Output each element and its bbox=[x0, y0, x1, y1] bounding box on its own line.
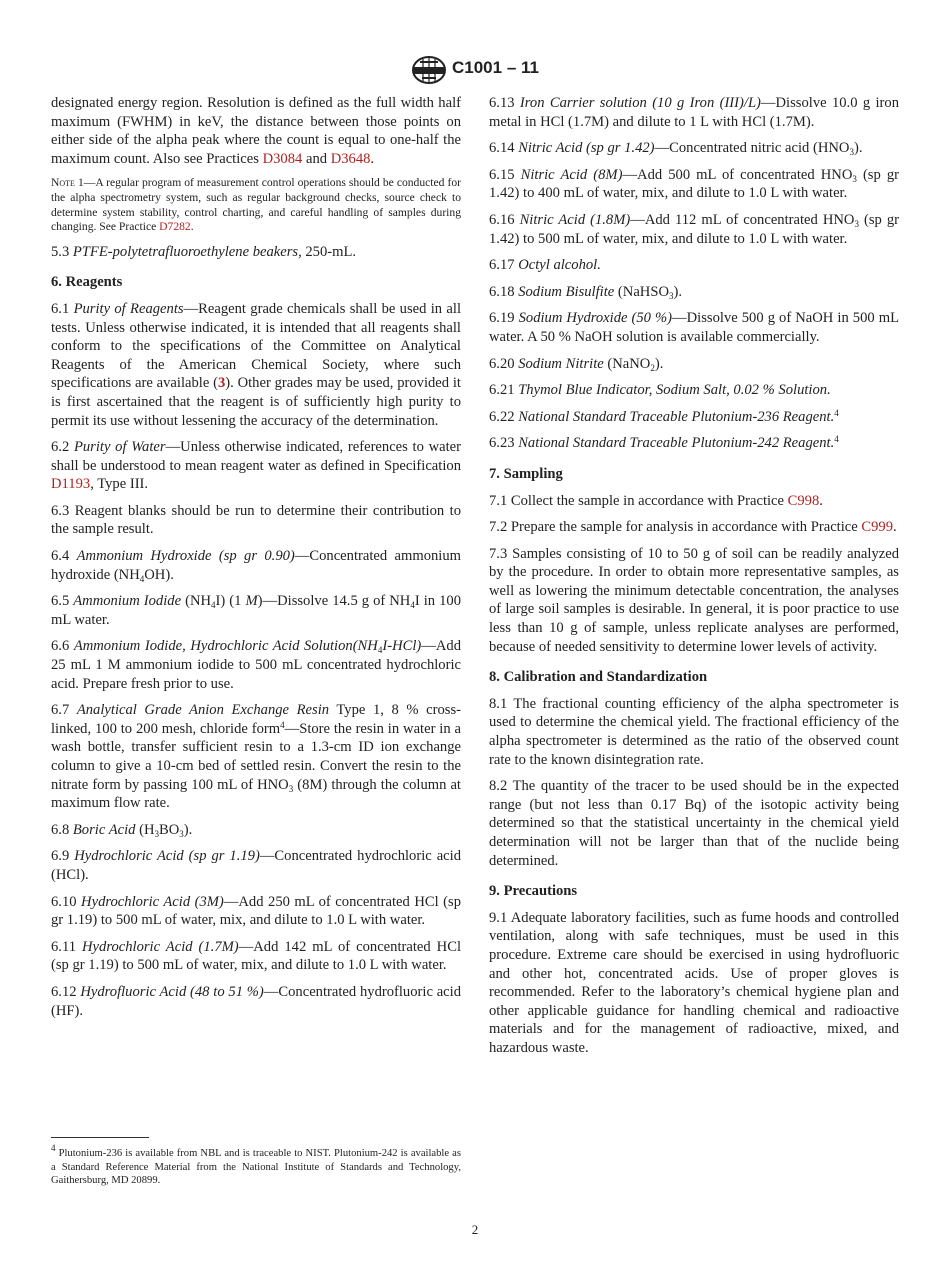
link-d7282[interactable]: D7282 bbox=[159, 220, 191, 234]
paragraph-6-1: 6.1 Purity of Reagents—Reagent grade chemicals shall be used in all tests. Unless otherwise indicated, it is intended that all reagents shall conform to the specifications of the Committee on Analytical Reagents of the American Chemical Society, where such specifications are available (3). Other grades may be used, provided it is first ascertained that the reagent is of sufficiently high purity to permit its use without lessening the accuracy of the determination. bbox=[51, 300, 462, 429]
link-d3084[interactable]: D3084 bbox=[262, 150, 303, 167]
note-1: Note 1—A regular program of measurement control operations should be conducted for the alpha spectrometry system, such as regular background checks, source check to determine system stability, control charting, and careful handling of samples during changing. See Practice D7282. bbox=[51, 176, 461, 234]
paragraph-6-11: 6.11 Hydrochloric Acid (1.7M)—Add 142 mL of concentrated HCl (sp gr 1.19) to 500 mL of water, mix, and dilute to 1.0 L with water. bbox=[51, 938, 461, 974]
paragraph-6-19: 6.19 Sodium Hydroxide (50 %)—Dissolve 500 g of NaOH in 500 mL water. A 50 % NaOH solution is available commercially. bbox=[489, 310, 899, 345]
section-heading-reagents: 6. Reagents bbox=[51, 274, 123, 291]
page-number: 2 bbox=[471, 1222, 479, 1237]
paragraph-6-20: 6.20 Sodium Nitrite (NaNO$_2$). bbox=[489, 355, 664, 373]
paragraph-6-14: 6.14 Nitric Acid (sp gr 1.42)—Concentrated nitric acid $(HNO_3)$. bbox=[489, 140, 863, 158]
link-c998[interactable]: C998 bbox=[787, 492, 820, 509]
left-column bbox=[51, 94, 461, 1028]
section-heading-precautions: 9. Precautions bbox=[489, 883, 578, 900]
paragraph-8-2: 8.2 The quantity of the tracer to be used should be in the expected range (but not less than 0.17 Bq) of the isotopic activity being determined so that the statistical uncertainty in the chemical yield determination will not be larger than that of the nuclide being determined. bbox=[489, 778, 899, 869]
paragraph-6-12: 6.12 Hydrofluoric Acid (48 to 51 %)—Concentrated hydrofluoric acid (HF). bbox=[51, 983, 462, 1019]
link-c999[interactable]: C999 bbox=[861, 519, 894, 536]
link-d3648[interactable]: D3648 bbox=[330, 150, 371, 167]
paragraph-6-2: 6.2 Purity of Water—Unless otherwise indicated, references to water shall be understood to mean reagent water as defined in Specification D1193, Type III. bbox=[51, 439, 462, 493]
astm-logo-icon bbox=[411, 56, 447, 84]
footnote-divider bbox=[51, 1137, 149, 1138]
paragraph-7-2: 7.2 Prepare the sample for analysis in accordance with Practice C999. bbox=[489, 519, 897, 536]
right-column bbox=[489, 94, 899, 1066]
paragraph-6-6: 6.6 Ammonium Iodide, Hydrochloric Acid $Solution(NH_4I-HCl)—Add$ 25 mL 1 M ammonium iodide to 500 mL concentrated hydrochloric acid. Prepare fresh prior to use. bbox=[51, 638, 461, 692]
paragraph-5-3: 5.3 PTFE-polytetrafluoroethylene beakers, 250-mL. bbox=[51, 243, 357, 260]
page-header bbox=[0, 56, 950, 86]
paragraph-6-22: 6.22 National Standard Traceable Plutonium-236 Reagent.$^4$ bbox=[489, 407, 839, 425]
paragraph-6-9: 6.9 Hydrochloric Acid (sp gr 1.19)—Concentrated hydrochloric acid (HCl). bbox=[51, 848, 462, 883]
paragraph-9-1: 9.1 Adequate laboratory facilities, such as fume hoods and controlled ventilation, along with safe techniques, must be used in this procedure. Extreme care should be exercised in using hydrofluoric and other hot, concentrated acids. Use of proper gloves is recommended. Refer to the laboratory’s chemical hygiene plan and other applicable guidance for handling chemical and radioactive materials and for the management of radioactive, mixed, and hazardous waste. bbox=[489, 909, 899, 1056]
document-id: C1001 – 11 bbox=[452, 58, 539, 77]
reference-3-link[interactable]: 3 bbox=[217, 375, 226, 392]
paragraph-6-21: 6.21 Thymol Blue Indicator, Sodium Salt, 0.02 % Solution. bbox=[489, 382, 831, 399]
paragraph-8-1: 8.1 The fractional counting efficiency of the alpha spectrometer is used to determine the chemical yield. The fractional efficiency of the alpha spectrometer is determined as the ratio of the observed count rate to the known disintegration rate. bbox=[489, 695, 899, 768]
footnote-4: $^4$ Plutonium-236 is available from NBL and is traceable to NIST. Plutonium-242 is available as a Standard Reference Material from the National Institute of Standards and Technology, Gaithersburg, MD 20899. bbox=[51, 1143, 461, 1187]
paragraph-6-3: 6.3 Reagent blanks should be run to determine their contribution to the sample result. bbox=[51, 502, 461, 538]
paragraph-5-2-cont: designated energy region. Resolution is defined as the full width half maximum (FWHM) in keV, the distance between those points on either side of the alpha peak where the count is equal to one-half the maximum count. Also see Practices D3084 and D3648. bbox=[51, 95, 461, 167]
paragraph-6-16: 6.16 Nitric Acid (1.8M)—Add 112 mL of concentrated $HNO_3$ (sp gr 1.42) to 500 mL of water, mix, and dilute to 1.0 L with water. bbox=[489, 211, 899, 247]
paragraph-6-7: 6.7 Analytical Grade Anion Exchange Resin Type 1, 8 % cross-linked, 100 to 200 mesh, chloride form$^4$—Store the resin in water in a wash bottle, transfer sufficient resin to a 1.3-cm ID ion exchange column to give a 10-cm bed of settled resin. Convert the resin to the nitrate form by passing 100 mL of $HNO_3$ (8M) through the column at maximum flow rate. bbox=[51, 702, 462, 812]
paragraph-6-4: 6.4 Ammonium Hydroxide (sp gr 0.90)—Concentrated ammonium hydroxide $(NH_4OH)$. bbox=[51, 548, 462, 584]
paragraph-7-3: 7.3 Samples consisting of 10 to 50 g of soil can be readily analyzed by the procedure. In order to obtain more representative samples, as well as lowering the minimum detectable concentration, the analyses of large soil samples is desirable. In general, it is poor practice to use less than 10 g of sample, unless replicate analyses are performed, because of needed sensitivity to determine lower levels of activity. bbox=[489, 545, 899, 655]
paragraph-6-5: 6.5 Ammonium Iodide $(NH_4I)$ (1 M)—Dissolve 14.5 g of $NH_4I$ in 100 mL water. bbox=[51, 593, 461, 628]
paragraph-6-17: 6.17 Octyl alcohol. bbox=[489, 257, 601, 274]
paragraph-6-8: 6.8 Boric Acid $(H_3BO_3)$. bbox=[51, 821, 193, 839]
paragraph-6-13: 6.13 Iron Carrier solution (10 g Iron (III)/L)—Dissolve 10.0 g iron metal in HCl (1.7M) and dilute to 1 L with HCl (1.7M). bbox=[489, 95, 899, 130]
paragraph-6-18: 6.18 Sodium Bisulfite (NaHSO$_3$). bbox=[489, 283, 683, 301]
paragraph-6-10: 6.10 Hydrochloric Acid (3M)—Add 250 mL of concentrated HCl (sp gr 1.19) to 500 mL of water, mix, and dilute to 1.0 L with water. bbox=[51, 893, 461, 929]
paragraph-7-1: 7.1 Collect the sample in accordance with Practice C998. bbox=[489, 492, 823, 509]
paragraph-6-15: 6.15 Nitric Acid (8M)—Add 500 mL of concentrated $HNO_3$ (sp gr 1.42) to 400 mL of water, mix, and dilute to 1.0 L with water. bbox=[489, 166, 899, 202]
section-heading-calibration: 8. Calibration and Standardization bbox=[489, 669, 708, 686]
paragraph-6-23: 6.23 National Standard Traceable Plutonium-242 Reagent.$^4$ bbox=[489, 434, 839, 452]
section-heading-sampling: 7. Sampling bbox=[489, 465, 563, 482]
link-d1193[interactable]: D1193 bbox=[51, 476, 91, 493]
